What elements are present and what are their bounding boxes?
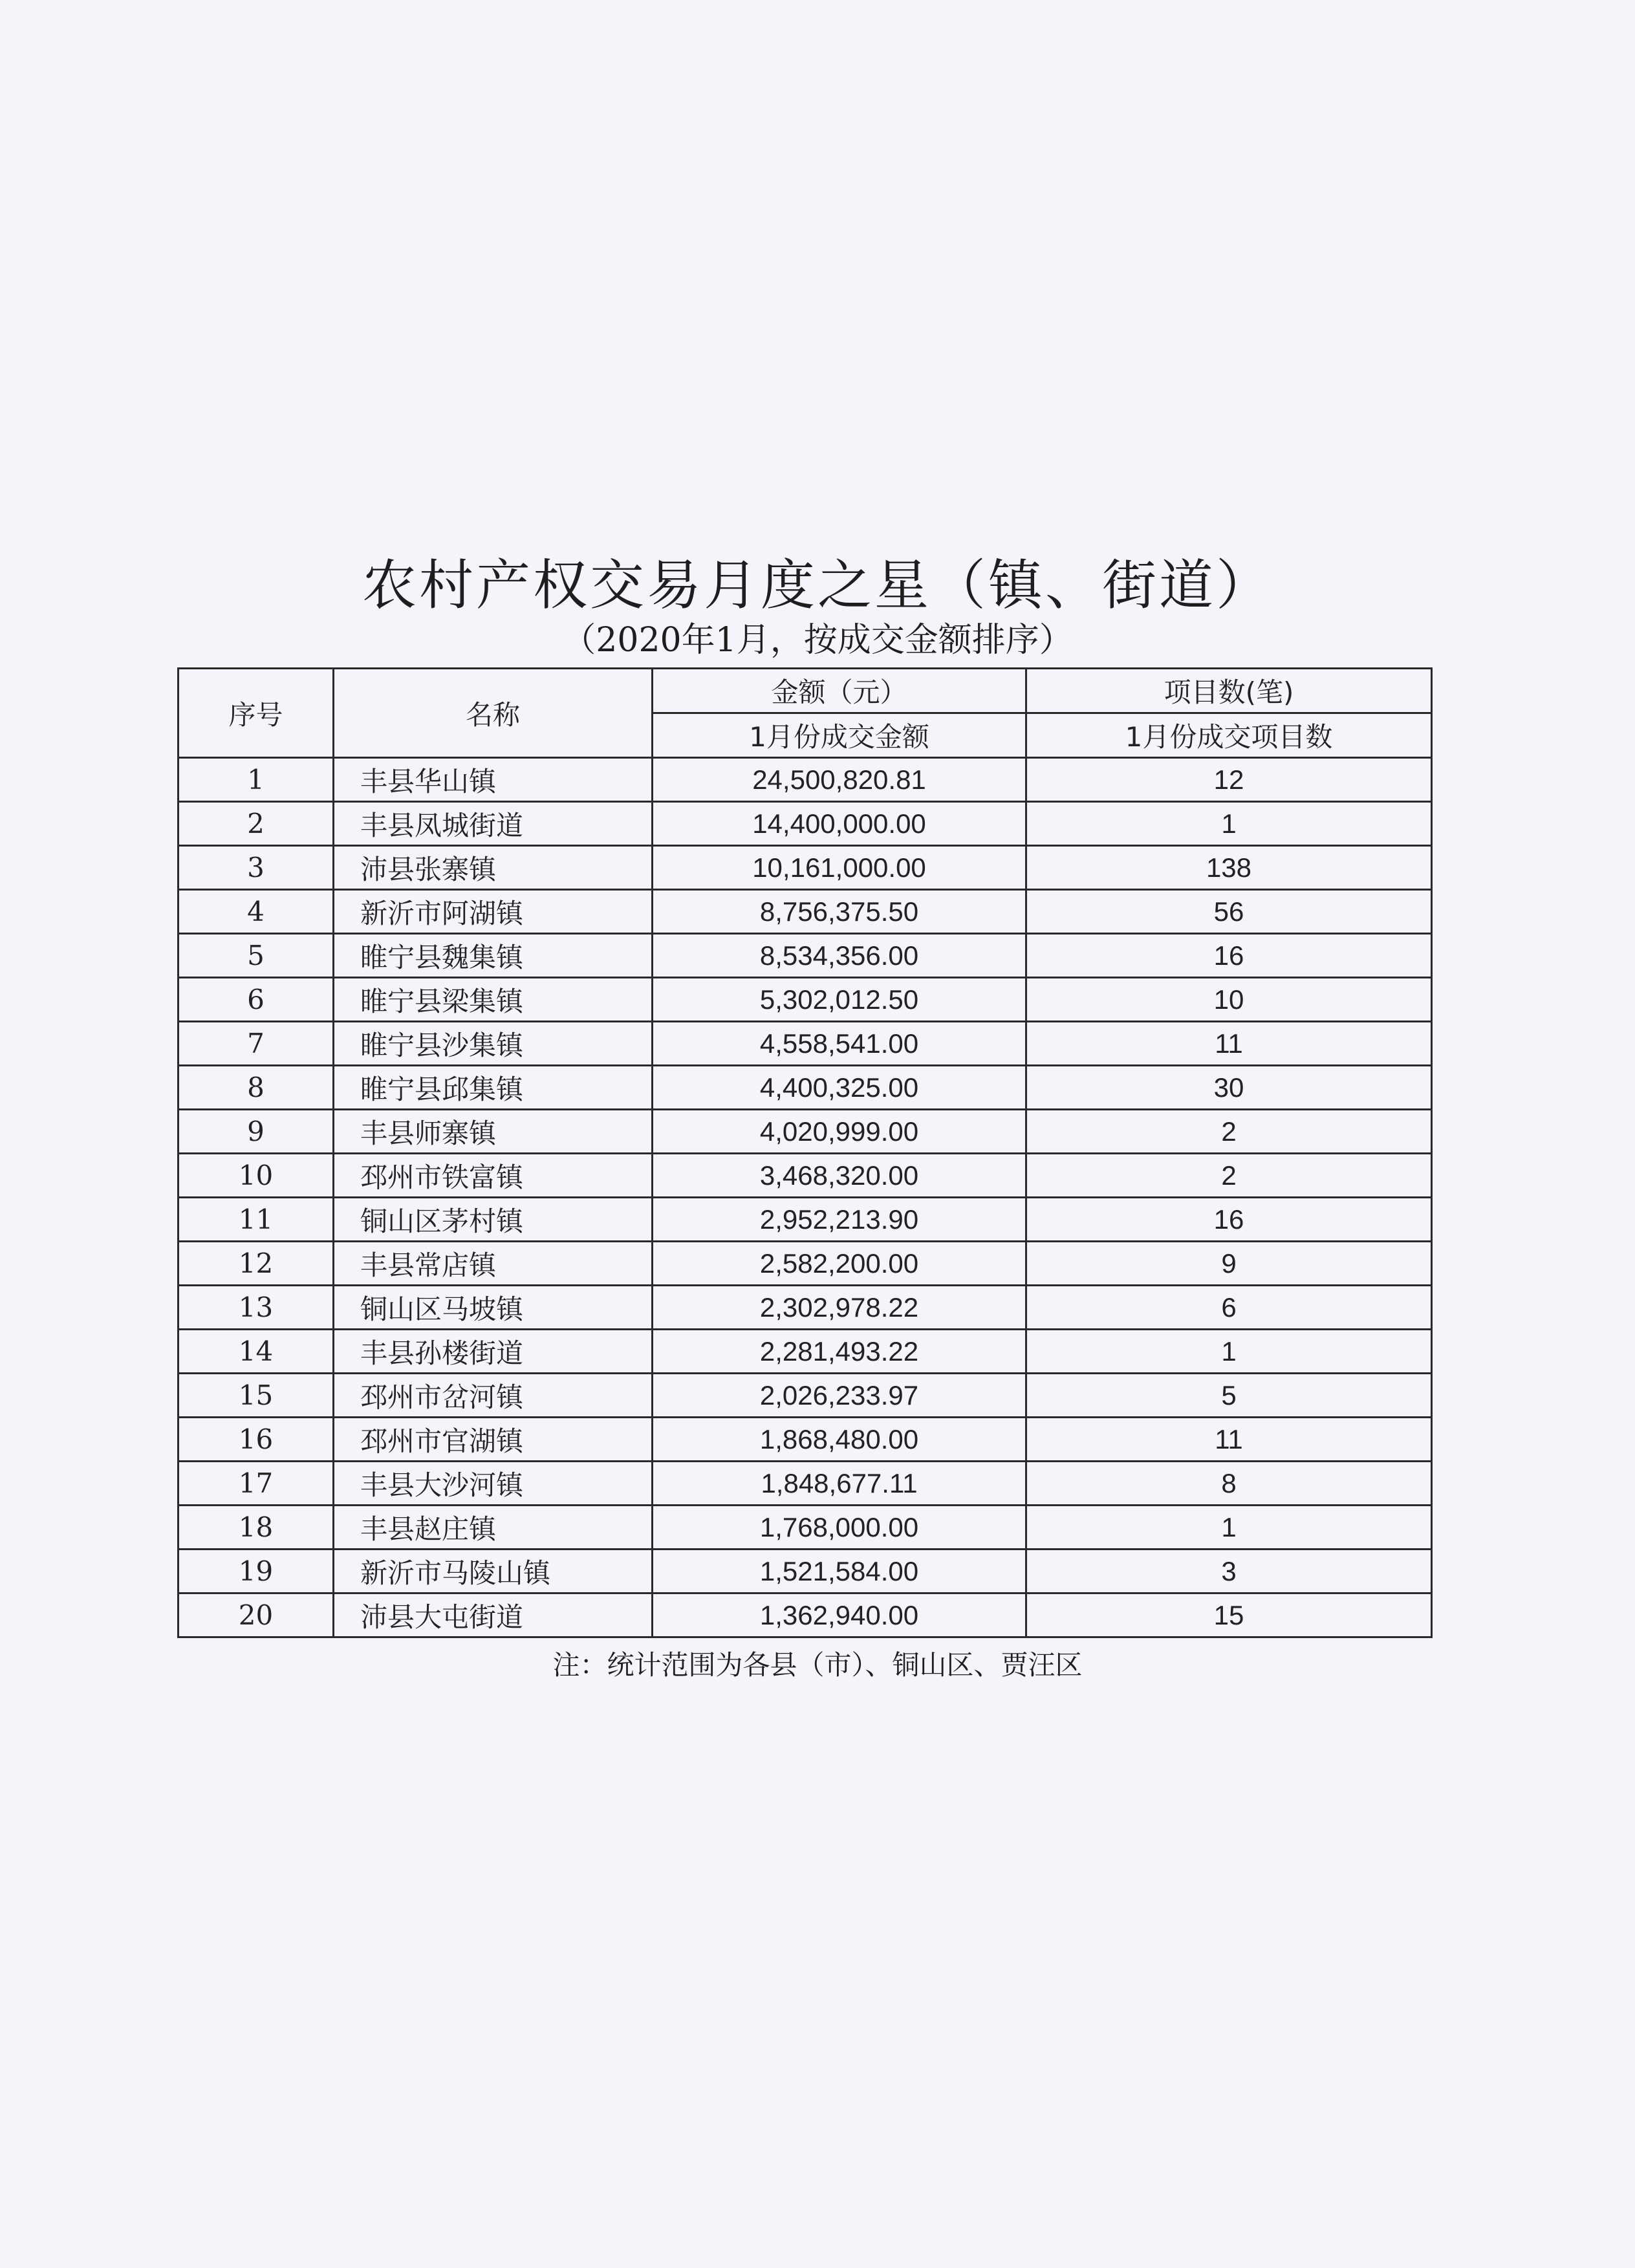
cell-amount: 4,020,999.00	[653, 1110, 1026, 1154]
table-row	[179, 1593, 1432, 1637]
cell-seq: 5	[179, 934, 334, 978]
cell-name: 邳州市岔河镇	[334, 1374, 653, 1418]
table-row	[179, 1242, 1432, 1286]
cell-count: 2	[1026, 1154, 1432, 1198]
cell-amount: 2,952,213.90	[653, 1198, 1026, 1242]
table-row	[179, 978, 1432, 1022]
cell-seq: 3	[179, 846, 334, 890]
cell-amount: 1,848,677.11	[653, 1462, 1026, 1506]
cell-amount: 8,534,356.00	[653, 934, 1026, 978]
table-row	[179, 1418, 1432, 1462]
cell-count: 138	[1026, 846, 1432, 890]
cell-seq: 1	[179, 758, 334, 802]
cell-count: 15	[1026, 1593, 1432, 1637]
cell-count: 1	[1026, 1506, 1432, 1550]
table-row	[179, 890, 1432, 934]
cell-count: 12	[1026, 758, 1432, 802]
cell-seq: 13	[179, 1286, 334, 1330]
cell-count: 5	[1026, 1374, 1432, 1418]
table-row	[179, 846, 1432, 890]
header-seq: 序号	[179, 669, 334, 758]
table-row	[179, 1066, 1432, 1110]
cell-amount: 4,558,541.00	[653, 1022, 1026, 1066]
table-row	[179, 802, 1432, 846]
cell-seq: 19	[179, 1550, 334, 1593]
cell-name: 新沂市马陵山镇	[334, 1550, 653, 1593]
cell-amount: 8,756,375.50	[653, 890, 1026, 934]
cell-name: 睢宁县邱集镇	[334, 1066, 653, 1110]
cell-count: 16	[1026, 934, 1432, 978]
header-amount-sub: 1月份成交金额	[653, 713, 1026, 758]
footnote: 注：统计范围为各县（市）、铜山区、贾汪区	[552, 1649, 1083, 1681]
cell-seq: 7	[179, 1022, 334, 1066]
cell-name: 睢宁县沙集镇	[334, 1022, 653, 1066]
cell-count: 2	[1026, 1110, 1432, 1154]
cell-seq: 18	[179, 1506, 334, 1550]
cell-amount: 5,302,012.50	[653, 978, 1026, 1022]
page-subtitle: （2020年1月，按成交金额排序）	[562, 621, 1073, 660]
cell-seq: 14	[179, 1330, 334, 1374]
table-body	[179, 758, 1432, 1637]
cell-seq: 9	[179, 1110, 334, 1154]
cell-name: 睢宁县梁集镇	[334, 978, 653, 1022]
cell-name: 铜山区茅村镇	[334, 1198, 653, 1242]
cell-count: 6	[1026, 1286, 1432, 1330]
cell-name: 丰县凤城街道	[334, 802, 653, 846]
cell-count: 10	[1026, 978, 1432, 1022]
cell-amount: 1,521,584.00	[653, 1550, 1026, 1593]
table-row	[179, 1330, 1432, 1374]
cell-amount: 1,768,000.00	[653, 1506, 1026, 1550]
cell-count: 1	[1026, 802, 1432, 846]
cell-name: 丰县常店镇	[334, 1242, 653, 1286]
cell-amount: 24,500,820.81	[653, 758, 1026, 802]
cell-amount: 3,468,320.00	[653, 1154, 1026, 1198]
table-row	[179, 1550, 1432, 1593]
cell-count: 11	[1026, 1022, 1432, 1066]
cell-count: 56	[1026, 890, 1432, 934]
cell-count: 16	[1026, 1198, 1432, 1242]
cell-amount: 1,868,480.00	[653, 1418, 1026, 1462]
cell-name: 丰县赵庄镇	[334, 1506, 653, 1550]
cell-name: 丰县华山镇	[334, 758, 653, 802]
header-amount-group: 金额（元）	[653, 669, 1026, 713]
cell-amount: 2,026,233.97	[653, 1374, 1026, 1418]
ranking-table	[177, 667, 1433, 1638]
cell-seq: 2	[179, 802, 334, 846]
cell-amount: 1,362,940.00	[653, 1593, 1026, 1637]
cell-seq: 15	[179, 1374, 334, 1418]
cell-count: 9	[1026, 1242, 1432, 1286]
cell-seq: 4	[179, 890, 334, 934]
cell-name: 丰县师寨镇	[334, 1110, 653, 1154]
cell-amount: 4,400,325.00	[653, 1066, 1026, 1110]
cell-name: 邳州市官湖镇	[334, 1418, 653, 1462]
cell-name: 邳州市铁富镇	[334, 1154, 653, 1198]
cell-amount: 2,281,493.22	[653, 1330, 1026, 1374]
table-row	[179, 1506, 1432, 1550]
cell-count: 3	[1026, 1550, 1432, 1593]
cell-amount: 14,400,000.00	[653, 802, 1026, 846]
cell-name: 沛县张寨镇	[334, 846, 653, 890]
header-count-group: 项目数(笔)	[1026, 669, 1432, 713]
cell-name: 沛县大屯街道	[334, 1593, 653, 1637]
cell-seq: 8	[179, 1066, 334, 1110]
table-row	[179, 1198, 1432, 1242]
cell-seq: 20	[179, 1593, 334, 1637]
cell-name: 丰县大沙河镇	[334, 1462, 653, 1506]
cell-amount: 10,161,000.00	[653, 846, 1026, 890]
cell-amount: 2,582,200.00	[653, 1242, 1026, 1286]
cell-name: 新沂市阿湖镇	[334, 890, 653, 934]
cell-seq: 16	[179, 1418, 334, 1462]
cell-name: 铜山区马坡镇	[334, 1286, 653, 1330]
cell-amount: 2,302,978.22	[653, 1286, 1026, 1330]
cell-count: 11	[1026, 1418, 1432, 1462]
table-row	[179, 758, 1432, 802]
table-row	[179, 1374, 1432, 1418]
cell-seq: 10	[179, 1154, 334, 1198]
header-name: 名称	[334, 669, 653, 758]
page-title: 农村产权交易月度之星（镇、街道）	[362, 554, 1273, 617]
table-row	[179, 934, 1432, 978]
cell-count: 1	[1026, 1330, 1432, 1374]
cell-name: 睢宁县魏集镇	[334, 934, 653, 978]
cell-seq: 17	[179, 1462, 334, 1506]
table-header	[179, 669, 1432, 758]
cell-count: 8	[1026, 1462, 1432, 1506]
table-row	[179, 1462, 1432, 1506]
cell-seq: 12	[179, 1242, 334, 1286]
cell-name: 丰县孙楼街道	[334, 1330, 653, 1374]
cell-seq: 6	[179, 978, 334, 1022]
cell-count: 30	[1026, 1066, 1432, 1110]
table-row	[179, 1022, 1432, 1066]
table-row	[179, 1154, 1432, 1198]
cell-seq: 11	[179, 1198, 334, 1242]
table-row	[179, 1286, 1432, 1330]
table-row	[179, 1110, 1432, 1154]
header-count-sub: 1月份成交项目数	[1026, 713, 1432, 758]
